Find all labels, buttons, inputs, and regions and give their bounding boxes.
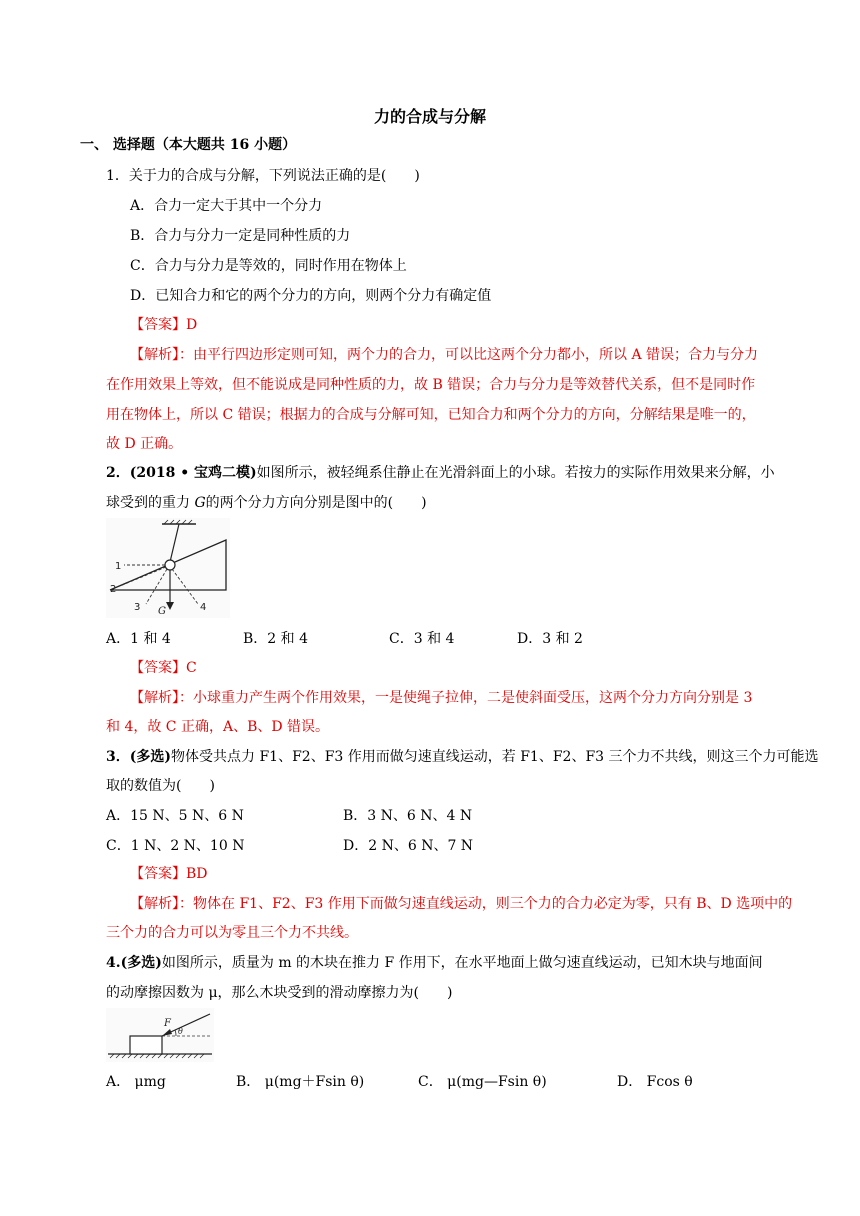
q1-analysis-line-3: 用在物体上，所以 C 错误；根据力的合成与分解可知，已知合力和两个分力的方向，分解结果是唯一的， — [106, 407, 756, 423]
q3-stem-line-2: 取的数值为( ) — [106, 778, 215, 794]
q4-stem-text: 如图所示，质量为 m 的木块在推力 F 作用下，在水平地面上做匀速直线运动，已知木块与地面间 — [161, 955, 763, 971]
q4-number: 4. — [106, 955, 121, 971]
q2-number: 2． — [106, 465, 130, 481]
q3-option-a: A．15 N、5 N、6 N — [106, 808, 244, 824]
q2-option-b: B．2 和 4 — [243, 631, 309, 647]
q3-answer: 【答案】BD — [130, 866, 208, 882]
q2-stem-line-1 — [106, 463, 775, 483]
page-title: 力的合成与分解 — [373, 107, 486, 126]
q2-fig-label-3: 3 — [134, 602, 141, 613]
q1-option-a: A．合力一定大于其中一个分力 — [130, 198, 323, 214]
q3-stem-line-1 — [106, 747, 819, 767]
q2-fig-label-2: 2 — [110, 584, 117, 595]
q4-stem-line-1 — [106, 953, 763, 973]
q3-option-d: D．2 N、6 N、7 N — [343, 838, 474, 854]
q1-answer: 【答案】D — [130, 317, 198, 333]
q3-option-c: C．1 N、2 N、10 N — [106, 838, 245, 854]
q1-analysis-line-1: 【解析】：由平行四边形定则可知，两个力的合力，可以比这两个分力都小，所以 A 错误；合力与分力 — [130, 347, 759, 363]
q3-analysis-line-2: 三个力的合力可以为零且三个力不共线。 — [106, 925, 358, 941]
q4-option-c: C． μ(mg—Fsin θ) — [418, 1074, 547, 1090]
section-heading: 一、 选择题（本大题共 16 小题） — [80, 137, 297, 153]
q1-option-c: C．合力与分力是等效的，同时作用在物体上 — [130, 258, 407, 274]
q3-option-b: B．3 N、6 N、4 N — [343, 808, 473, 824]
q2-fig-label-g: G — [158, 606, 166, 617]
q3-tag: (多选) — [129, 749, 171, 765]
q4-option-d: D． Fcos θ — [617, 1074, 693, 1090]
q2-analysis-line-2: 和 4，故 C 正确，A、B、D 错误。 — [106, 719, 330, 735]
q2-stem-part: 的两个分力方向分别是图中的( ) — [205, 495, 427, 511]
q4-fig-label-theta: θ — [178, 1027, 183, 1036]
q2-option-a: A．1 和 4 — [106, 631, 171, 647]
q2-analysis-line-1: 【解析】：小球重力产生两个作用效果，一是使绳子拉伸，二是使斜面受压，这两个分力方向分别是 3 — [130, 690, 753, 706]
q2-fig-label-1: 1 — [115, 561, 122, 572]
q3-stem-text: 物体受共点力 F1、F2、F3 作用而做匀速直线运动，若 F1、F2、F3 三个力不共线，则这三个力可能选 — [171, 749, 819, 765]
q1-option-b: B．合力与分力一定是同种性质的力 — [130, 228, 351, 244]
q4-stem-line-2: 的动摩擦因数为 μ，那么木块受到的滑动摩擦力为( ) — [106, 985, 453, 1001]
q3-number: 3． — [106, 749, 130, 765]
q4-fig-label-f: F — [164, 1018, 171, 1029]
q1-stem: 1．关于力的合成与分解，下列说法正确的是( ) — [106, 168, 420, 184]
q4-option-b: B． μ(mg＋Fsin θ) — [236, 1074, 365, 1090]
q1-option-d: D．已知合力和它的两个分力的方向，则两个分力有确定值 — [130, 288, 492, 304]
q2-stem-text: 如图所示，被轻绳系住静止在光滑斜面上的小球。若按力的实际作用效果来分解，小 — [256, 465, 775, 481]
q2-fig-label-4: 4 — [200, 602, 207, 613]
q1-analysis-line-2: 在作用效果上等效，但不能说成是同种性质的力，故 B 错误；合力与分力是等效替代关系，但不是同时作 — [106, 377, 756, 393]
q4-option-a: A． μmg — [106, 1074, 166, 1090]
q3-analysis-line-1: 【解析】：物体在 F1、F2、F3 作用下而做匀速直线运动，则三个力的合力必定为零，只有 B、D 选项中的 — [130, 896, 793, 912]
q4-figure-block-push — [106, 1008, 214, 1062]
q2-option-d: D．3 和 2 — [517, 631, 583, 647]
q2-figure-inclined-plane — [106, 518, 230, 618]
q2-option-c: C．3 和 4 — [389, 631, 455, 647]
q1-analysis-line-4: 故 D 正确。 — [106, 436, 183, 452]
q2-answer: 【答案】C — [130, 660, 197, 676]
q2-stem-part: 球受到的重力 — [106, 495, 195, 511]
q4-tag: (多选) — [120, 955, 162, 971]
q2-gravity-symbol: G — [194, 495, 206, 511]
q2-stem-line-2 — [106, 493, 427, 513]
q2-source: (2018 • 宝鸡二模) — [129, 465, 257, 481]
